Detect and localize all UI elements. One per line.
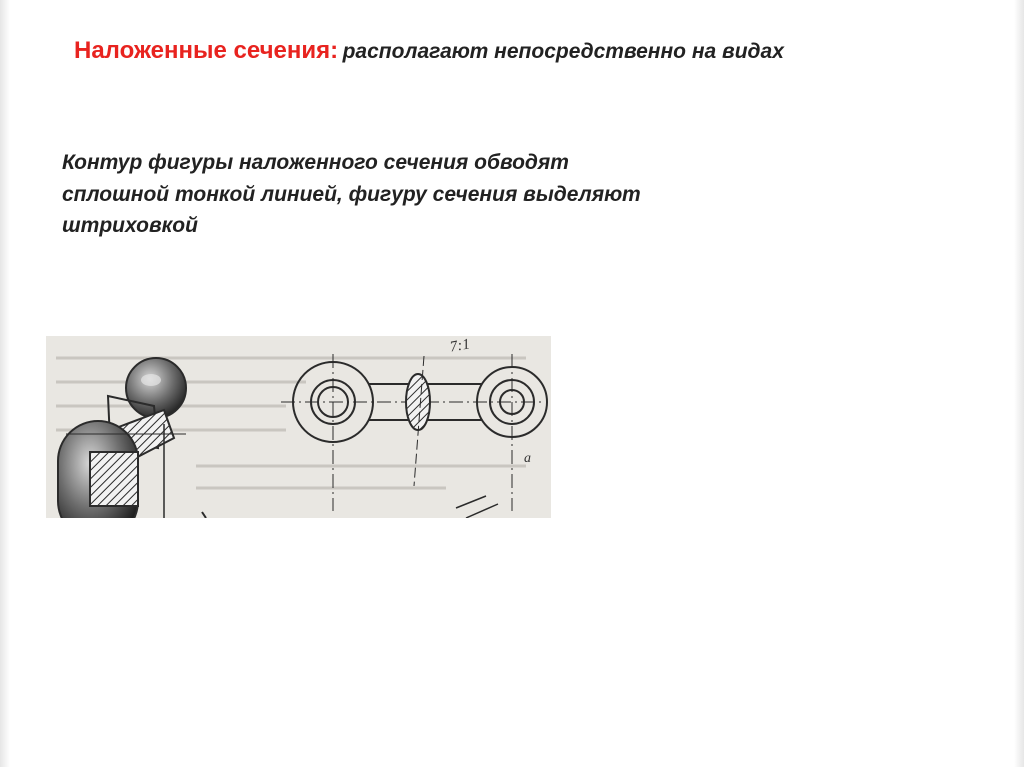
- partial-section-sketch: [202, 496, 498, 518]
- title-lead: Наложенные сечения:: [74, 37, 339, 64]
- section-drawing: [46, 336, 551, 518]
- section-illustration: [46, 336, 551, 518]
- body-text: Контур фигуры наложенного сечения обводят сплошной тонкой линией, фигуру сечения выделяют штриховкой: [62, 151, 641, 237]
- slide-title: [74, 34, 974, 69]
- slide-left-edge: [0, 0, 10, 767]
- title-rest: располагают непосредственно на видах: [342, 40, 784, 63]
- figure-label: а: [524, 451, 531, 466]
- dimension-label: 7:1: [448, 336, 472, 356]
- slide-right-edge: [1014, 0, 1024, 767]
